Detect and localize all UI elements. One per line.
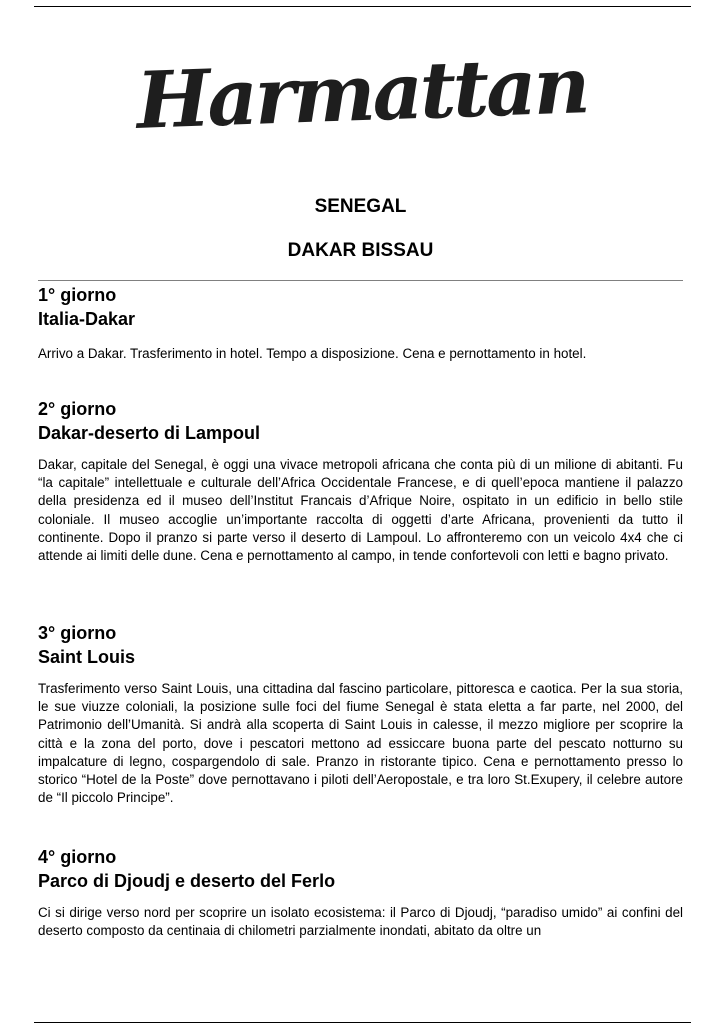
day-2-section bbox=[38, 397, 683, 565]
title-separator bbox=[38, 280, 683, 281]
day-3-route: Saint Louis bbox=[38, 647, 136, 667]
day-4-text: Ci si dirige verso nord per scoprire un isolato ecosistema: il Parco di Djoudj, “paradiso umido” ai confini del deserto composto da centinaia di chilometri parzialmente inondati, abitato da oltre un bbox=[38, 905, 683, 939]
day-1-text: Arrivo a Dakar. Trasferimento in hotel. Tempo a disposizione. Cena e pernottamento in hotel. bbox=[38, 346, 587, 361]
day-2-text: Dakar, capitale del Senegal, è oggi una vivace metropoli africana che conta più di un milione di abitanti. Fu “la capitale” intellettuale e culturale dell’Africa Occidentale Francese, e di quell’epoca mantiene il palazzo della presidenza ed il museo dell’Institut Francais d’Afrique Noire, ospitato in un edificio in bello stile coloniale. Il museo accoglie un’importante raccolta di oggetti d’arte Africana, provenienti da tutto il continente. Dopo il pranzo si parte verso il deserto di Lampoul. Lo affronteremo con un veicolo 4x4 che ci attende ai limiti delle dune. Cena e pernottamento al campo, in tende confortevoli con letti e bagno privato. bbox=[38, 457, 683, 564]
bottom-rule bbox=[34, 1022, 691, 1023]
day-4-route: Parco di Djoudj e deserto del Ferlo bbox=[38, 871, 336, 891]
day-4-section bbox=[38, 845, 683, 940]
day-1-number: 1° giorno bbox=[38, 285, 117, 305]
harmattan-logo bbox=[135, 36, 589, 147]
tour-title: DAKAR BISSAU bbox=[287, 240, 434, 261]
day-3-section bbox=[38, 621, 683, 807]
day-2-number: 2° giorno bbox=[38, 399, 117, 419]
day-1-section bbox=[38, 283, 683, 363]
logo-text: Harmattan bbox=[135, 40, 589, 147]
day-2-route: Dakar-deserto di Lampoul bbox=[38, 423, 261, 443]
top-rule bbox=[34, 6, 691, 7]
day-3-text: Trasferimento verso Saint Louis, una cittadina dal fascino particolare, pittoresca e caotica. Per la sua storia, le sue viuzze coloniali, la posizione sulle foci del fiume Senegal è stata eletta a far parte, nel 2000, del Patrimonio dell’Umanità. Si andrà alla scoperta di Saint Louis in calesse, il mezzo migliore per scoprire la città e la zona del porto, dove i pescatori mettono ad essiccare buona parte del pescato notturno su impalcature di legno, cospargendolo di sale. Pranzo in ristorante tipico. Cena e pernottamento presso lo storico “Hotel de la Poste” dove pernottavano i piloti dell’Aeropostale, e tra loro St.Exupery, il celebre autore de “Il piccolo Principe”. bbox=[38, 681, 683, 806]
country-title: SENEGAL bbox=[314, 196, 407, 217]
day-1-route: Italia-Dakar bbox=[38, 309, 136, 329]
day-3-number: 3° giorno bbox=[38, 623, 117, 643]
day-4-number: 4° giorno bbox=[38, 847, 117, 867]
